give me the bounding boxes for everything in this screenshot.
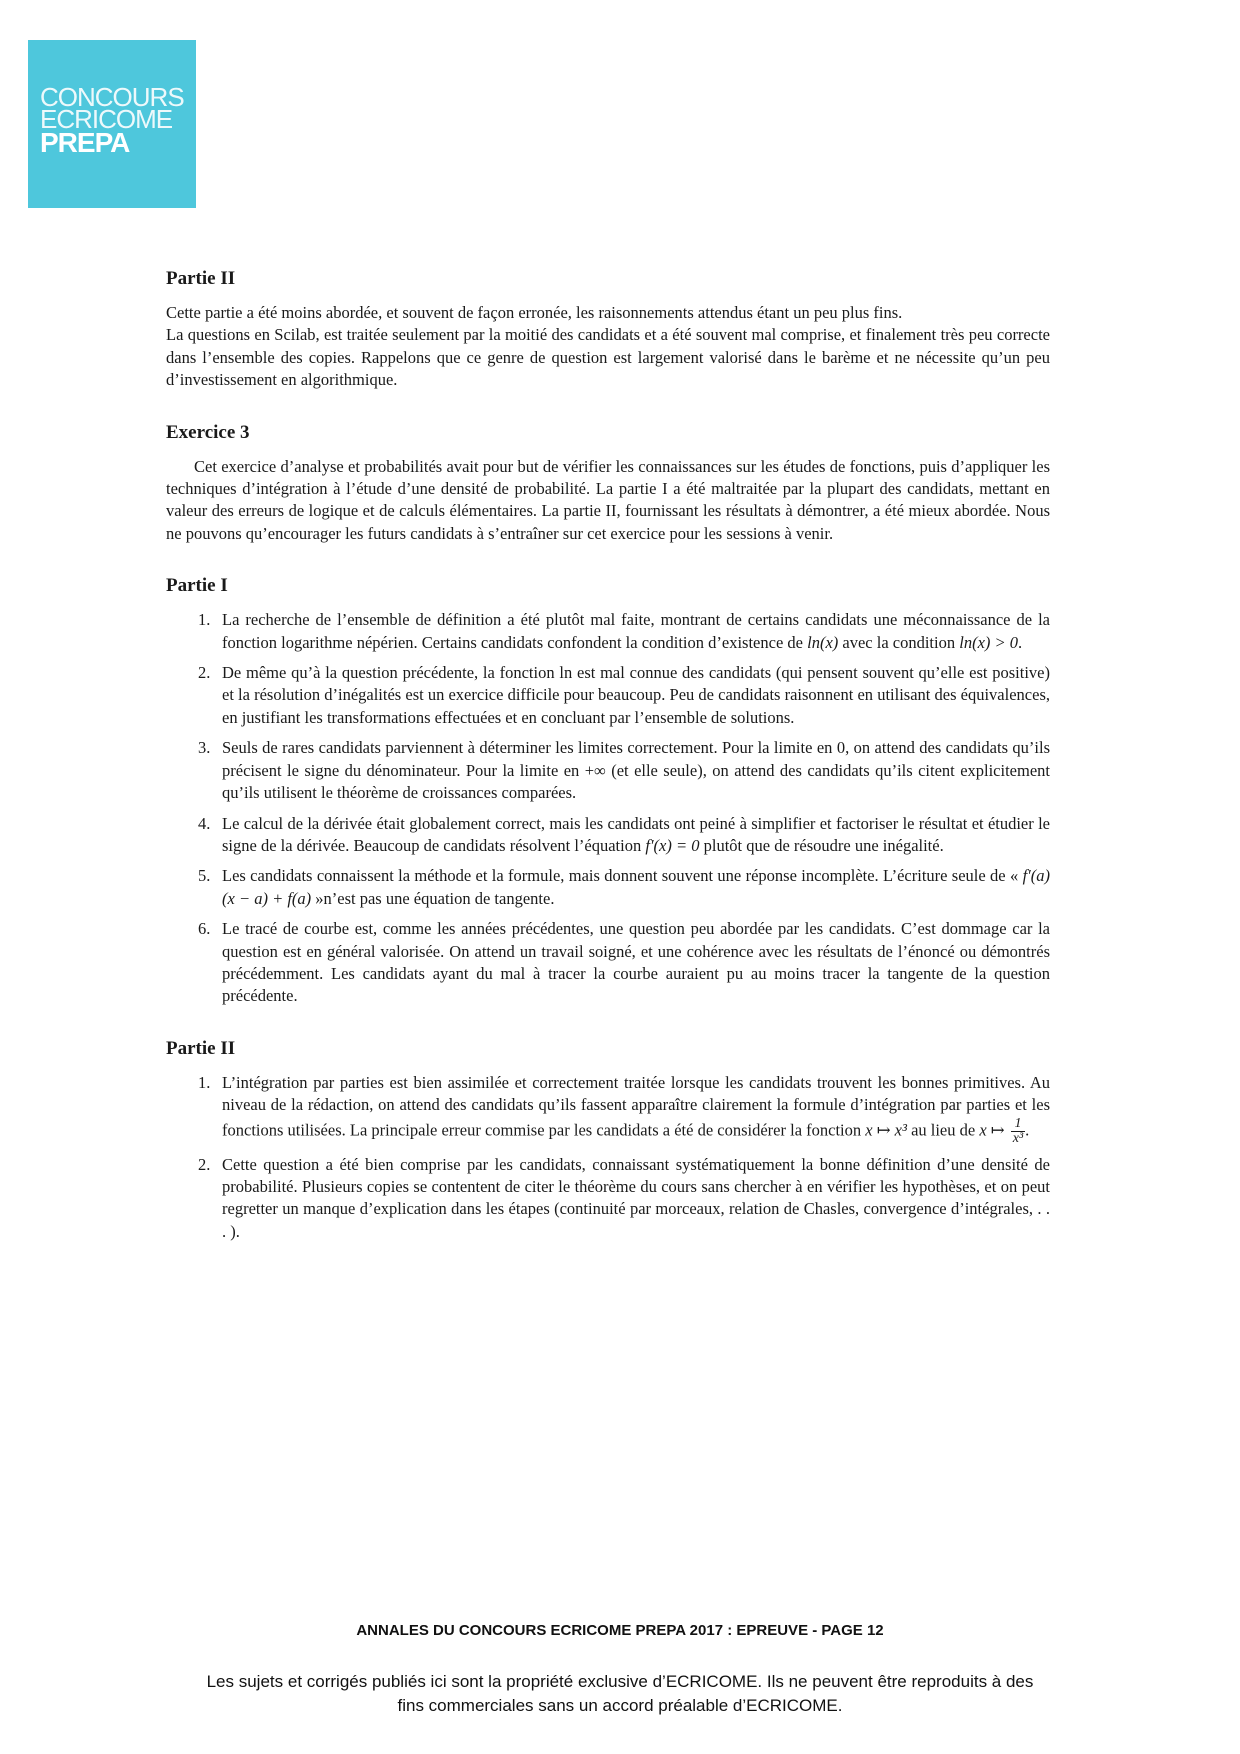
- list-item-text: Le tracé de courbe est, comme les années précédentes, une question peu abordée par les candidats. C’est dommage car la question est en général valorisée. On attend un travail soigné, et une cohérence avec les résultats de l’énoncé ou démontrés précédemment. Les candidats ayant du mal à tracer la courbe auraient pu au moins tracer la tangente de la question précédente.: [222, 919, 1050, 1006]
- section-heading: Partie II: [166, 1037, 236, 1059]
- list-item-text: La recherche de l’ensemble de définition a été plutôt mal faite, montrant de certains candidats une méconnaissance de la fonction logarithme népérien. Certains candidats confondent la condition d’existence de: [222, 610, 1050, 652]
- list-item-text: Le calcul de la dérivée était globalement correct, mais les candidats ont peiné à simplifier et factoriser le résultat et étudier le signe de la dérivée. Beaucoup de candidats résolvent l’équation: [222, 813, 1050, 855]
- list-item: [166, 662, 1050, 729]
- math-expression: ln(x) > 0: [959, 632, 1019, 652]
- footer-copyright-note: [0, 1670, 1240, 1718]
- logo-line-ecricome: ECRICOME: [40, 104, 173, 134]
- list-item: [166, 1072, 1050, 1146]
- list-item: [166, 865, 1050, 910]
- list-item-text: Seuls de rares candidats parviennent à déterminer les limites correctement. Pour la limite en 0, on attend des candidats qu’ils précisent le signe du dénominateur. Pour la limite en +∞ (et elle seule), on attend des candidats qu’ils citent explicitement qu’ils utilisent le théorème de croissances comparées.: [222, 738, 1050, 803]
- list-item-number: 2.: [198, 1154, 211, 1174]
- list-item-text: Cette question a été bien comprise par les candidats, connaissant systématiquement la bonne définition d’une densité de probabilité. Plusieurs copies se contentent de citer le théorème du cours sans chercher à en vérifier les hypothèses, et on peut regretter un manque d’explication dans les étapes (continuité par morceaux, relation de Chasles, convergence d’intégrales, . . . ).: [222, 1154, 1050, 1241]
- list-item-text: .: [1025, 1119, 1030, 1139]
- section-heading: Exercice 3: [166, 421, 250, 443]
- list-item-text: Les candidats connaissent la méthode et la formule, mais donnent souvent une réponse incomplète. L’écriture seule de «: [222, 866, 1023, 886]
- ecricome-logo: [28, 40, 196, 208]
- section-partie-ii-top: [166, 268, 1050, 392]
- section-heading: Partie I: [166, 575, 228, 597]
- math-expression: f′(a)(x − a) + f(a): [222, 866, 1050, 908]
- footer-note-line: fins commerciales sans un accord préalable d’ECRICOME.: [397, 1696, 843, 1715]
- logo-line-concours: CONCOURS: [40, 82, 184, 112]
- list-item-text: plutôt que de résoudre une inégalité.: [699, 835, 944, 855]
- list-item-number: 1.: [198, 1072, 211, 1092]
- fraction-numerator: 1: [1011, 1117, 1025, 1132]
- list-item-number: 1.: [198, 610, 211, 630]
- list-item-text: De même qu’à la question précédente, la fonction ln est mal connue des candidats (qui pensent souvent qu’elle est positive) et la résolution d’inégalités est un exercice difficile pour beaucoup. Peu de candidats raisonnent en utilisant des équivalences, en justifiant les transformations effectuées et en concluant par l’ensemble de solutions.: [222, 663, 1050, 727]
- list-item-number: 6.: [198, 919, 211, 939]
- list-item-text: »n’est pas une équation de tangente.: [311, 888, 555, 908]
- section-heading: Partie II: [166, 268, 236, 289]
- math-fraction: [1011, 1117, 1025, 1146]
- math-expression: ln(x): [807, 632, 839, 652]
- math-expression: x ↦ x³: [865, 1119, 907, 1139]
- paragraph: La questions en Scilab, est traitée seulement par la moitié des candidats et a été souvent mal comprise, et finalement très peu correcte dans l’ensemble des copies. Rappelons que ce genre de question est largement valorisé dans le barème et ne nécessite qu’un peu d’investissement en algorithmique.: [166, 325, 1050, 390]
- list-item: [166, 918, 1050, 1008]
- fraction-denominator: x³: [1012, 1130, 1024, 1146]
- footer-note-line: Les sujets et corrigés publiés ici sont la propriété exclusive d’ECRICOME. Ils ne peuvent être reproduits à des: [206, 1672, 1034, 1691]
- paragraph: Cette partie a été moins abordée, et souvent de façon erronée, les raisonnements attendus étant un peu plus fins.: [166, 303, 903, 322]
- section-partie-i: [166, 575, 1050, 1008]
- section-partie-ii-bottom: [166, 1038, 1050, 1243]
- list-item-text: L’intégration par parties est bien assimilée et correctement traitée lorsque les candidats trouvent les bonnes primitives. Au niveau de la rédaction, on attend des candidats qu’ils fassent apparaître clairement la formule d’intégration par parties et les fonctions utilisées. La principale erreur commise par les candidats a été de considérer la fonction: [222, 1072, 1050, 1139]
- footer-title: ANNALES DU CONCOURS ECRICOME PREPA 2017 : EPREUVE - PAGE 12: [356, 1622, 884, 1639]
- numbered-list: [166, 609, 1050, 1008]
- document-body: [166, 268, 1050, 1273]
- logo-line-prepa: PREPA: [40, 127, 130, 158]
- list-item-text: .: [1018, 632, 1023, 652]
- list-item-number: 4.: [198, 813, 211, 833]
- list-item-text: au lieu de: [906, 1119, 980, 1139]
- list-item-number: 3.: [198, 738, 211, 758]
- list-item: [166, 1154, 1050, 1244]
- section-exercice-3: [166, 422, 1050, 546]
- list-item: [166, 813, 1050, 858]
- math-expression: f′(x) = 0: [645, 835, 700, 855]
- list-item-number: 2.: [198, 663, 211, 683]
- paragraph: Cet exercice d’analyse et probabilités avait pour but de vérifier les connaissances sur les études de fonctions, puis d’appliquer les techniques d’intégration à l’étude d’une densité de probabilité. La partie I a été maltraitée par la plupart des candidats, mettant en valeur des erreurs de logique et de calculs élémentaires. La partie II, fournissant les résultats à démontrer, a été mieux abordée. Nous ne pouvons qu’encourager les futurs candidats à s’entraîner sur cet exercice pour les sessions à venir.: [166, 456, 1050, 543]
- list-item-text: avec la condition: [838, 632, 960, 652]
- list-item: [166, 737, 1050, 804]
- list-item: [166, 609, 1050, 654]
- numbered-list: [166, 1072, 1050, 1243]
- list-item-number: 5.: [198, 866, 211, 886]
- math-expression: x ↦: [979, 1119, 1005, 1139]
